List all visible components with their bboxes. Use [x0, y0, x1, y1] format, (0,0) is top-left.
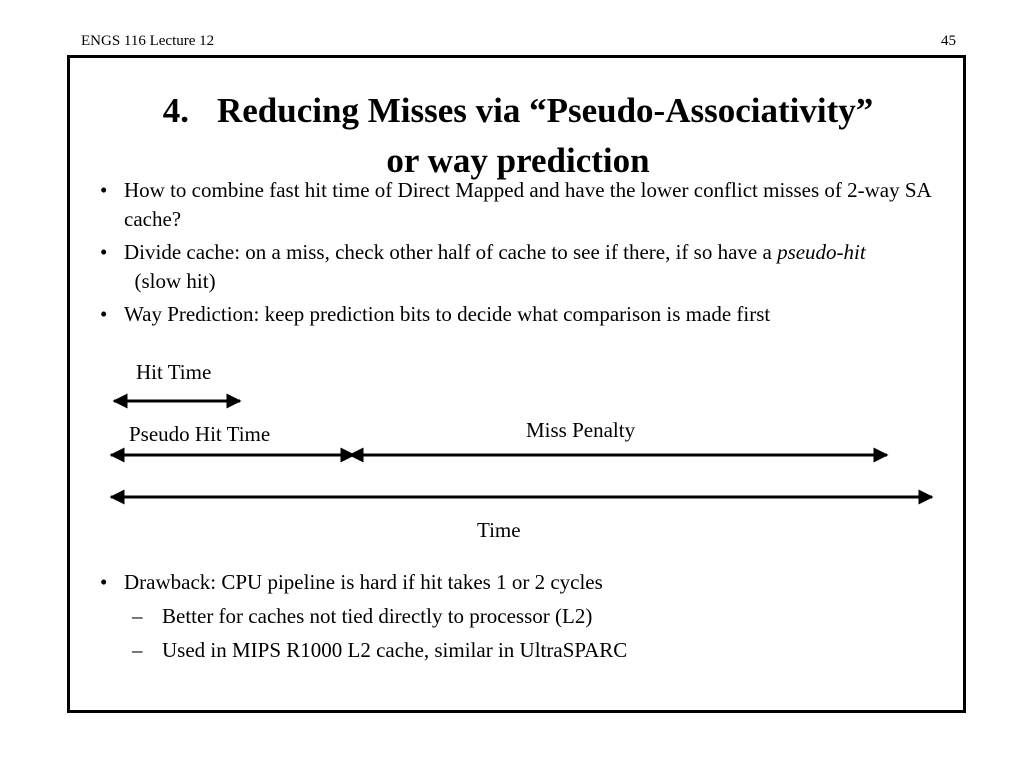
sub-bullet-text: Better for caches not tied directly to processor (L2)	[162, 604, 593, 628]
time-label: Time	[477, 518, 521, 542]
hit-time-label: Hit Time	[136, 360, 212, 384]
title-text-1: Reducing Misses via “Pseudo-Associativity”	[217, 91, 874, 130]
bullet-text: Drawback: CPU pipeline is hard if hit takes 1 or 2 cycles	[124, 570, 603, 594]
bullet-dot: •	[100, 570, 108, 594]
bullet-item	[100, 568, 940, 597]
bullet-dot: •	[100, 178, 108, 202]
pseudo-hit-time-label: Pseudo Hit Time	[129, 422, 271, 446]
bullet-dot: •	[100, 302, 108, 326]
title-number: 4.	[162, 91, 189, 130]
drawback-list	[100, 568, 940, 665]
bullet-text: Way Prediction: keep prediction bits to decide what comparison is made first	[124, 302, 771, 326]
page-number: 45	[941, 33, 956, 49]
bullet-italic-term: pseudo-hit	[777, 240, 866, 264]
bullet-text-suffix: (slow hit)	[124, 269, 216, 293]
sub-bullet-dash: –	[132, 638, 143, 662]
sub-bullet-item	[100, 602, 940, 631]
sub-bullet-text: Used in MIPS R1000 L2 cache, similar in UltraSPARC	[162, 638, 628, 662]
bullet-text: Divide cache: on a miss, check other half of cache to see if there, if so have a	[124, 240, 772, 264]
title-line-2: or way prediction	[386, 141, 650, 180]
header-course-label: ENGS 116 Lecture 12	[81, 33, 215, 49]
sub-bullet-dash: –	[132, 604, 143, 628]
bullet-dot: •	[100, 240, 108, 264]
bullet-text: How to combine fast hit time of Direct Mapped and have the lower conflict misses of 2-way SA cache?	[124, 178, 931, 231]
miss-penalty-label: Miss Penalty	[526, 418, 636, 442]
sub-bullet-item	[100, 636, 940, 665]
